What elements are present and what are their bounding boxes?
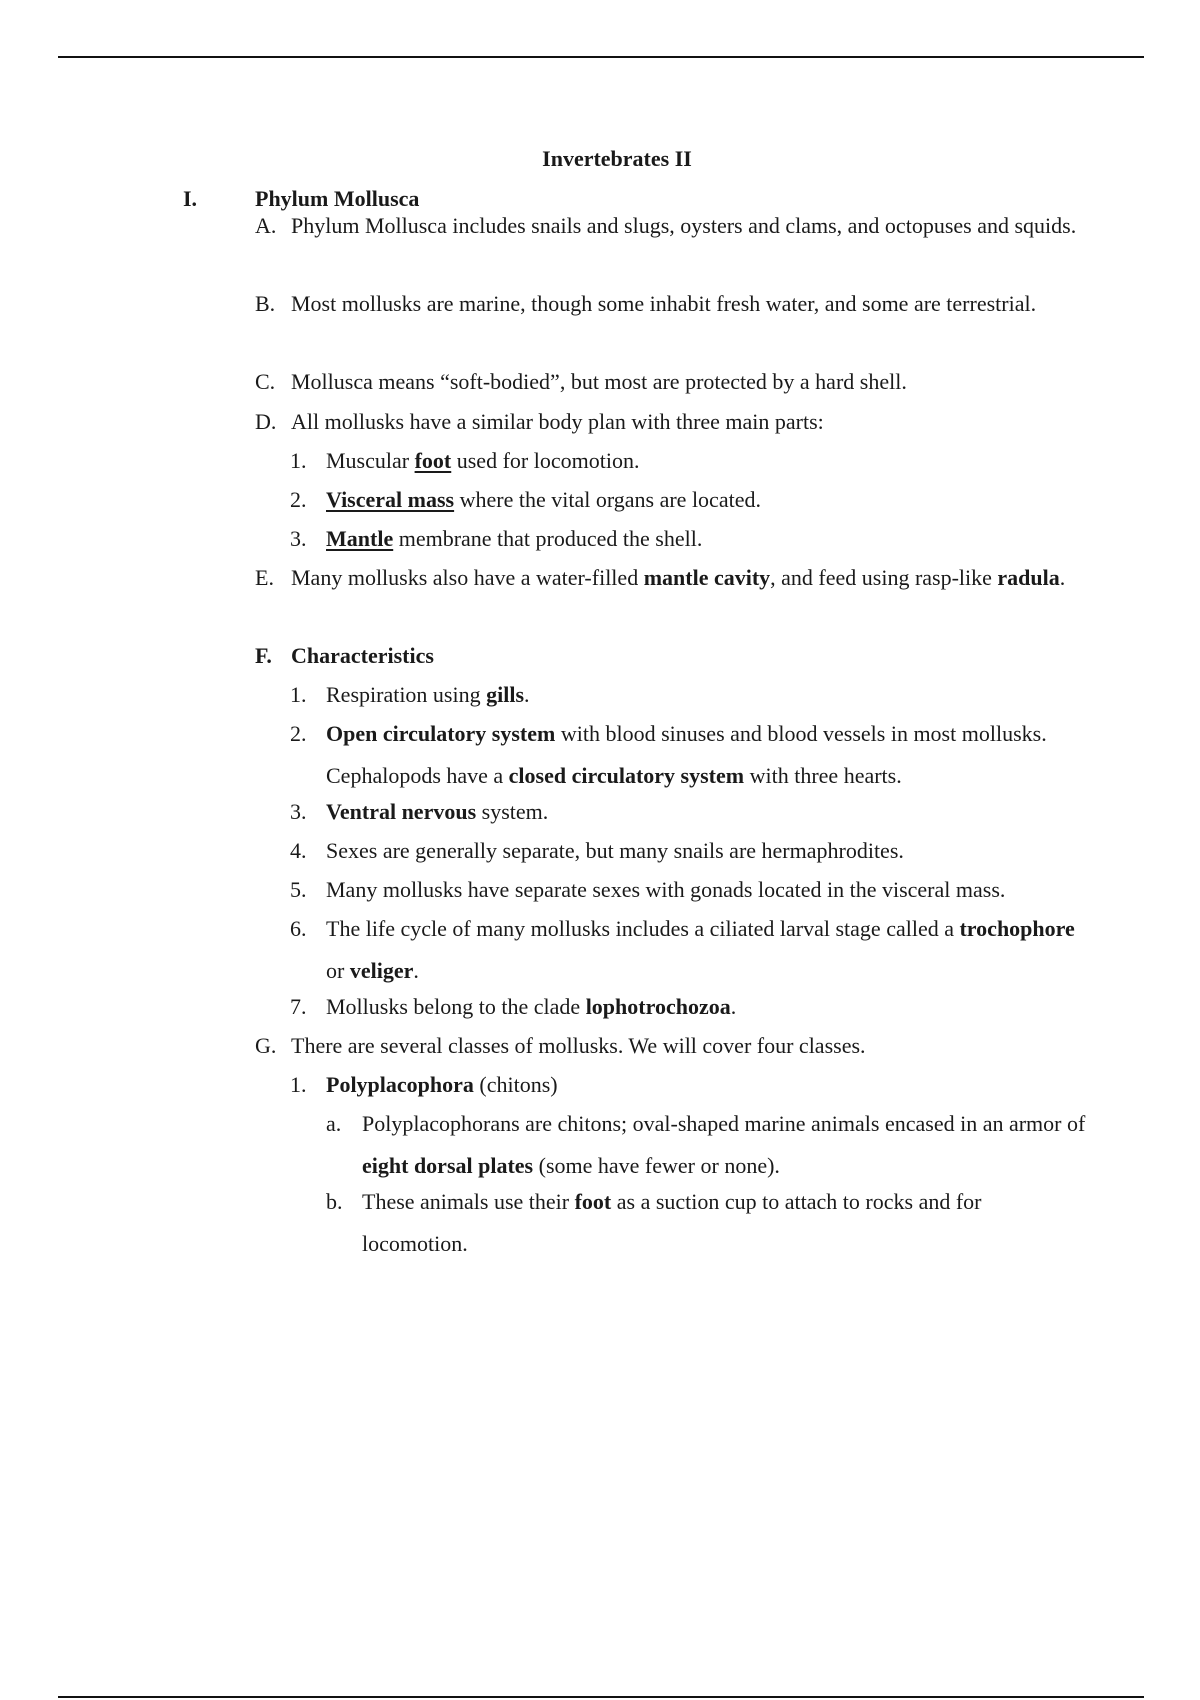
bottom-rule	[58, 1696, 1144, 1698]
list-item-g	[255, 1025, 1085, 1067]
list-item-b	[255, 283, 1085, 325]
list-marker: 1.	[290, 1072, 307, 1097]
list-item-f-7	[290, 986, 1085, 1028]
subsection-heading: Characteristics	[291, 643, 434, 668]
list-marker: E.	[255, 565, 274, 590]
list-item-a	[255, 205, 1085, 247]
list-marker: 6.	[290, 916, 307, 941]
list-marker: 4.	[290, 838, 307, 863]
list-text: Open circulatory system with blood sinuses and blood vessels in most mollusks. Cephalopods have a closed circulatory system with three hearts.	[326, 721, 1047, 788]
list-text: These animals use their foot as a suction cup to attach to rocks and for locomotion.	[362, 1189, 982, 1256]
top-rule	[58, 56, 1144, 58]
list-text: Most mollusks are marine, though some inhabit fresh water, and some are terrestrial.	[291, 291, 1037, 316]
list-item-f-1	[290, 674, 1085, 716]
list-item-d-3	[290, 518, 1085, 560]
list-marker: 1.	[290, 682, 307, 707]
list-text: The life cycle of many mollusks includes a ciliated larval stage called a trochophore or veliger.	[326, 916, 1075, 983]
list-item-d-1	[290, 440, 1085, 482]
term-mantle-cavity: mantle cavity	[643, 565, 771, 590]
list-text: Polyplacophora (chitons)	[326, 1072, 558, 1097]
term-visceral-mass: Visceral mass	[326, 487, 455, 512]
list-text: Mantle membrane that produced the shell.	[326, 526, 703, 551]
list-text: Polyplacophorans are chitons; oval-shaped marine animals encased in an armor of eight dorsal plates (some have fewer or none).	[362, 1111, 1086, 1178]
term-mantle: Mantle	[326, 526, 394, 551]
term-radula: radula	[997, 565, 1060, 590]
term-ventral-nervous: Ventral nervous	[326, 799, 477, 824]
list-text: Visceral mass where the vital organs are located.	[326, 487, 761, 512]
list-item-f-5	[290, 869, 1085, 911]
term-polyplacophora: Polyplacophora	[326, 1072, 474, 1097]
list-text: There are several classes of mollusks. We will cover four classes.	[291, 1033, 866, 1058]
list-marker: 3.	[290, 526, 307, 551]
list-item-f-2	[290, 713, 1085, 797]
list-item-g-1-a	[326, 1103, 1086, 1187]
list-marker: A.	[255, 213, 277, 238]
list-text: Ventral nervous system.	[326, 799, 549, 824]
list-text: Respiration using gills.	[326, 682, 530, 707]
list-text: Mollusca means “soft-bodied”, but most are protected by a hard shell.	[291, 369, 907, 394]
list-marker: G.	[255, 1033, 277, 1058]
list-marker: C.	[255, 369, 276, 394]
list-item-f-3	[290, 791, 1085, 833]
list-item-f-4	[290, 830, 1085, 872]
list-text: Many mollusks also have a water-filled mantle cavity, and feed using rasp-like radula.	[291, 565, 1066, 590]
list-item-d-2	[290, 479, 1085, 521]
list-item-f	[255, 635, 1085, 677]
list-marker: F.	[255, 643, 272, 668]
term-foot: foot	[574, 1189, 612, 1214]
term-closed-circulatory: closed circulatory system	[508, 763, 745, 788]
list-marker: 3.	[290, 799, 307, 824]
list-item-e	[255, 557, 1085, 599]
list-item-c	[255, 361, 1085, 403]
term-lophotrochozoa: lophotrochozoa	[585, 994, 731, 1019]
list-text: Mollusks belong to the clade lophotrochozoa.	[326, 994, 737, 1019]
term-gills: gills	[486, 682, 525, 707]
list-item-f-6	[290, 908, 1085, 992]
section-title: Phylum Mollusca	[255, 186, 420, 211]
list-text: Phylum Mollusca includes snails and slugs, oysters and clams, and octopuses and squids.	[291, 213, 1077, 238]
list-marker: 5.	[290, 877, 307, 902]
list-item-g-1-b	[326, 1181, 1086, 1265]
section-numeral: I.	[183, 186, 198, 211]
list-marker: 1.	[290, 448, 307, 473]
list-text: All mollusks have a similar body plan with three main parts:	[291, 409, 824, 434]
list-item-g-1	[290, 1064, 1085, 1106]
document-title: Invertebrates II	[542, 146, 692, 171]
list-marker: 2.	[290, 721, 307, 746]
term-open-circulatory: Open circulatory system	[326, 721, 556, 746]
list-text: Many mollusks have separate sexes with gonads located in the visceral mass.	[326, 877, 1006, 902]
term-foot: foot	[414, 448, 452, 473]
term-trochophore: trochophore	[959, 916, 1075, 941]
list-marker: D.	[255, 409, 277, 434]
list-text: Muscular foot used for locomotion.	[326, 448, 640, 473]
list-item-d	[255, 401, 1085, 443]
list-marker: a.	[326, 1111, 342, 1136]
list-marker: b.	[326, 1189, 343, 1214]
list-marker: B.	[255, 291, 276, 316]
list-marker: 2.	[290, 487, 307, 512]
term-veliger: veliger	[349, 958, 414, 983]
list-text: Sexes are generally separate, but many snails are hermaphrodites.	[326, 838, 904, 863]
term-eight-dorsal-plates: eight dorsal plates	[362, 1153, 534, 1178]
list-marker: 7.	[290, 994, 307, 1019]
